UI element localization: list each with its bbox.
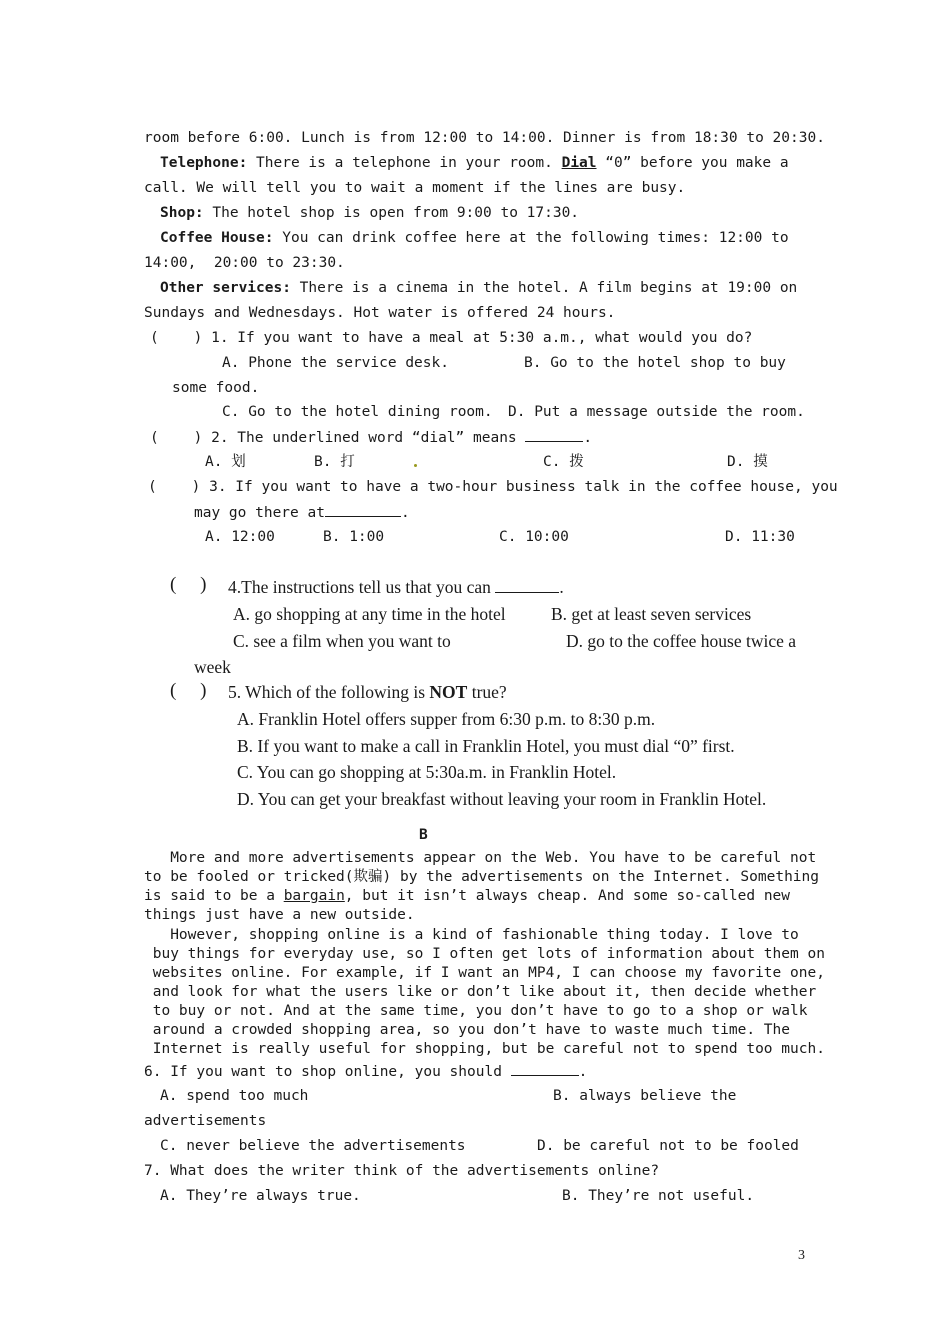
passage-b-p2-l4: and look for what the users like or don’t like about it, then decide whether <box>144 984 817 1000</box>
q1-option-a: A. Phone the service desk. <box>222 355 449 371</box>
passage-b-p1-l3 <box>144 887 790 906</box>
q4-option-c: C. see a film when you want to <box>233 631 451 651</box>
q6-text: 6. If you want to shop online, you should <box>144 1064 511 1080</box>
q6-option-b-cont: advertisements <box>144 1113 267 1129</box>
q2-period: . <box>583 430 593 446</box>
telephone-text: There is a telephone in your room. <box>247 155 562 171</box>
coffee-text: You can drink coffee here at the following times: 12:00 to <box>273 230 789 246</box>
q5-option-c: C. You can go shopping at 5:30a.m. in Franklin Hotel. <box>237 762 617 782</box>
q2-text: ( ) 2. The underlined word “dial” means <box>150 430 526 446</box>
q3-option-c: C. 10:00 <box>499 529 569 545</box>
q7-option-a: A. They’re always true. <box>160 1188 361 1204</box>
q3-option-b: B. 1:00 <box>323 529 385 545</box>
q2-option-b: B. 打 <box>314 454 355 470</box>
passage-b-p2-l3: websites online. For example, if I want an MP4, I can choose my favorite one, <box>144 965 825 981</box>
q7-option-b: B. They’re not useful. <box>562 1188 755 1204</box>
passage-a-line-6: 14:00, 20:00 to 23:30. <box>144 255 345 271</box>
q4-paren: ( ) <box>170 574 207 595</box>
passage-b-p2-l1: However, shopping online is a kind of fashionable thing today. I love to <box>144 927 799 943</box>
q1-option-d: D. Put a message outside the room. <box>508 404 805 420</box>
section-heading-b: B <box>419 827 428 843</box>
q3-period: . <box>400 505 410 521</box>
q2-option-a: A. 划 <box>205 454 246 470</box>
q4-option-b: B. get at least seven services <box>551 604 752 624</box>
q6-option-d: D. be careful not to be fooled <box>537 1138 799 1154</box>
passage-a-line-3: call. We will tell you to wait a moment if the lines are busy. <box>144 180 686 196</box>
passage-b-p1-l2: to be fooled or tricked(欺骗) by the advertisements on the Internet. Something <box>144 869 820 885</box>
stray-dot <box>414 464 417 467</box>
q4-blank <box>495 576 559 593</box>
q1-option-b-cont: some food. <box>172 380 260 396</box>
other-services-label: Other services: <box>160 280 291 296</box>
q5-text: 5. Which of the following is <box>228 682 430 702</box>
passage-b-p1-l1: More and more advertisements appear on the Web. You have to be careful not <box>144 850 817 866</box>
dial-word: Dial <box>561 155 597 171</box>
q4-text: 4.The instructions tell us that you can <box>228 577 496 597</box>
q3-blank <box>325 502 401 517</box>
q3-line-2 <box>194 502 410 523</box>
other-services-paragraph <box>160 278 797 298</box>
q6-option-c: C. never believe the advertisements <box>160 1138 466 1154</box>
q5-text-end: true? <box>467 682 507 702</box>
question-6 <box>144 1061 587 1082</box>
q2-blank <box>525 427 583 442</box>
q3-option-d: D. 11:30 <box>725 529 795 545</box>
shop-label: Shop: <box>160 205 204 221</box>
telephone-text-end: “0” before you make a <box>596 155 789 171</box>
p1-l3-text: is said to be a <box>144 888 284 904</box>
q5-option-a: A. Franklin Hotel offers supper from 6:30 p.m. to 8:30 p.m. <box>237 709 656 729</box>
bargain-word: bargain <box>283 888 345 904</box>
question-3: ( ) 3. If you want to have a two-hour business talk in the coffee house, you <box>148 479 838 495</box>
q4-option-d: D. go to the coffee house twice a <box>566 631 797 651</box>
q6-blank <box>511 1061 579 1076</box>
q5-not: NOT <box>429 682 468 702</box>
question-2 <box>150 427 592 448</box>
coffee-paragraph <box>160 228 789 248</box>
q4-period: . <box>559 577 564 597</box>
q6-period: . <box>578 1064 588 1080</box>
shop-text: The hotel shop is open from 9:00 to 17:30. <box>203 205 580 221</box>
question-7: 7. What does the writer think of the advertisements online? <box>144 1163 660 1179</box>
passage-b-p2-l2: buy things for everyday use, so I often get lots of information about them on <box>144 946 825 962</box>
q6-option-b: B. always believe the <box>553 1088 737 1104</box>
q3-text: may go there at <box>194 505 325 521</box>
p1-l3-text-end: , but it isn’t always cheap. And some so-called new <box>344 888 791 904</box>
question-4 <box>228 576 564 597</box>
shop-paragraph <box>160 203 579 223</box>
q5-option-d: D. You can get your breakfast without leaving your room in Franklin Hotel. <box>237 789 767 809</box>
q2-option-c: C. 拨 <box>543 454 584 470</box>
q5-option-b: B. If you want to make a call in Franklin Hotel, you must dial “0” first. <box>237 736 735 756</box>
q4-option-a: A. go shopping at any time in the hotel <box>233 604 506 624</box>
passage-b-p2-l6: around a crowded shopping area, so you don’t have to waste much time. The <box>144 1022 791 1038</box>
q6-option-a: A. spend too much <box>160 1088 309 1104</box>
q2-option-d: D. 摸 <box>727 454 768 470</box>
question-1: ( ) 1. If you want to have a meal at 5:30 a.m., what would you do? <box>150 330 753 346</box>
q1-option-c: C. Go to the hotel dining room. <box>222 404 493 420</box>
q1-option-b: B. Go to the hotel shop to buy <box>524 355 786 371</box>
page-number: 3 <box>798 1248 805 1263</box>
passage-a-line-1: room before 6:00. Lunch is from 12:00 to 14:00. Dinner is from 18:30 to 20:30. <box>144 130 825 146</box>
coffee-label: Coffee House: <box>160 230 274 246</box>
passage-a-line-8: Sundays and Wednesdays. Hot water is offered 24 hours. <box>144 305 616 321</box>
passage-b-p2-l7: Internet is really useful for shopping, but be careful not to spend too much. <box>144 1041 825 1057</box>
q5-paren: ( ) <box>170 680 207 701</box>
telephone-paragraph <box>160 153 789 173</box>
passage-b-p2-l5: to buy or not. And at the same time, you don’t have to go to a shop or walk <box>144 1003 808 1019</box>
telephone-label: Telephone: <box>160 155 248 171</box>
question-5 <box>228 682 507 702</box>
passage-b-p1-l4: things just have a new outside. <box>144 907 415 923</box>
other-services-text: There is a cinema in the hotel. A film begins at 19:00 on <box>290 280 798 296</box>
q4-option-d-cont: week <box>194 657 231 677</box>
q3-option-a: A. 12:00 <box>205 529 275 545</box>
